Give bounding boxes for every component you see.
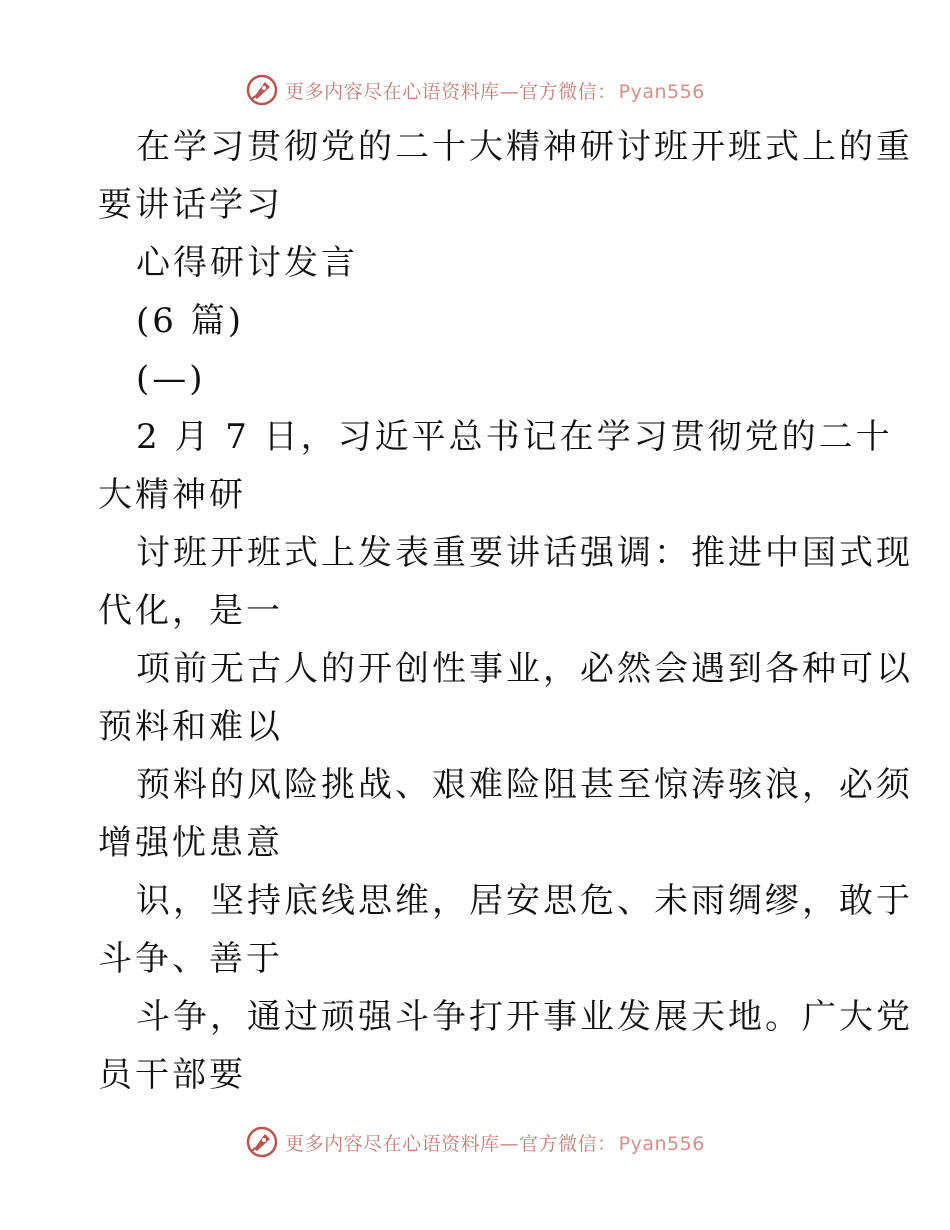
text-line: 大精神研 <box>98 475 246 515</box>
watermark-text: 更多内容尽在心语资料库—官方微信： Pyan556 <box>285 80 705 103</box>
text-line: 斗争，通过顽强斗争打开事业发展天地。广大党 <box>136 997 913 1037</box>
text-line: 要讲话学习 <box>98 185 283 225</box>
document-body <box>98 118 913 1104</box>
text-line: 代化，是一 <box>98 591 283 631</box>
text-line: 斗争、善于 <box>98 939 283 979</box>
pen-nib-logo-icon <box>245 73 279 107</box>
pen-nib-logo-icon <box>245 1125 279 1159</box>
footer-watermark <box>0 1122 950 1162</box>
text-line: (—) <box>136 359 206 399</box>
text-line: 员干部要 <box>98 1055 246 1095</box>
text-line: (6 篇) <box>136 301 244 341</box>
text-line: 2 月 7 日，习近平总书记在学习贯彻党的二十 <box>136 417 893 457</box>
watermark-text: 更多内容尽在心语资料库—官方微信： Pyan556 <box>285 1132 705 1155</box>
text-line: 讨班开班式上发表重要讲话强调：推进中国式现 <box>136 533 913 573</box>
text-line: 心得研讨发言 <box>136 243 358 283</box>
text-line: 预料和难以 <box>98 707 283 747</box>
text-line: 预料的风险挑战、艰难险阻甚至惊涛骇浪，必须 <box>136 765 913 805</box>
text-line: 识，坚持底线思维，居安思危、未雨绸缪，敢于 <box>136 881 913 921</box>
text-line: 项前无古人的开创性事业，必然会遇到各种可以 <box>136 649 913 689</box>
text-line: 增强忧患意 <box>98 823 283 863</box>
text-line: 在学习贯彻党的二十大精神研讨班开班式上的重 <box>136 127 913 167</box>
header-watermark <box>0 70 950 110</box>
